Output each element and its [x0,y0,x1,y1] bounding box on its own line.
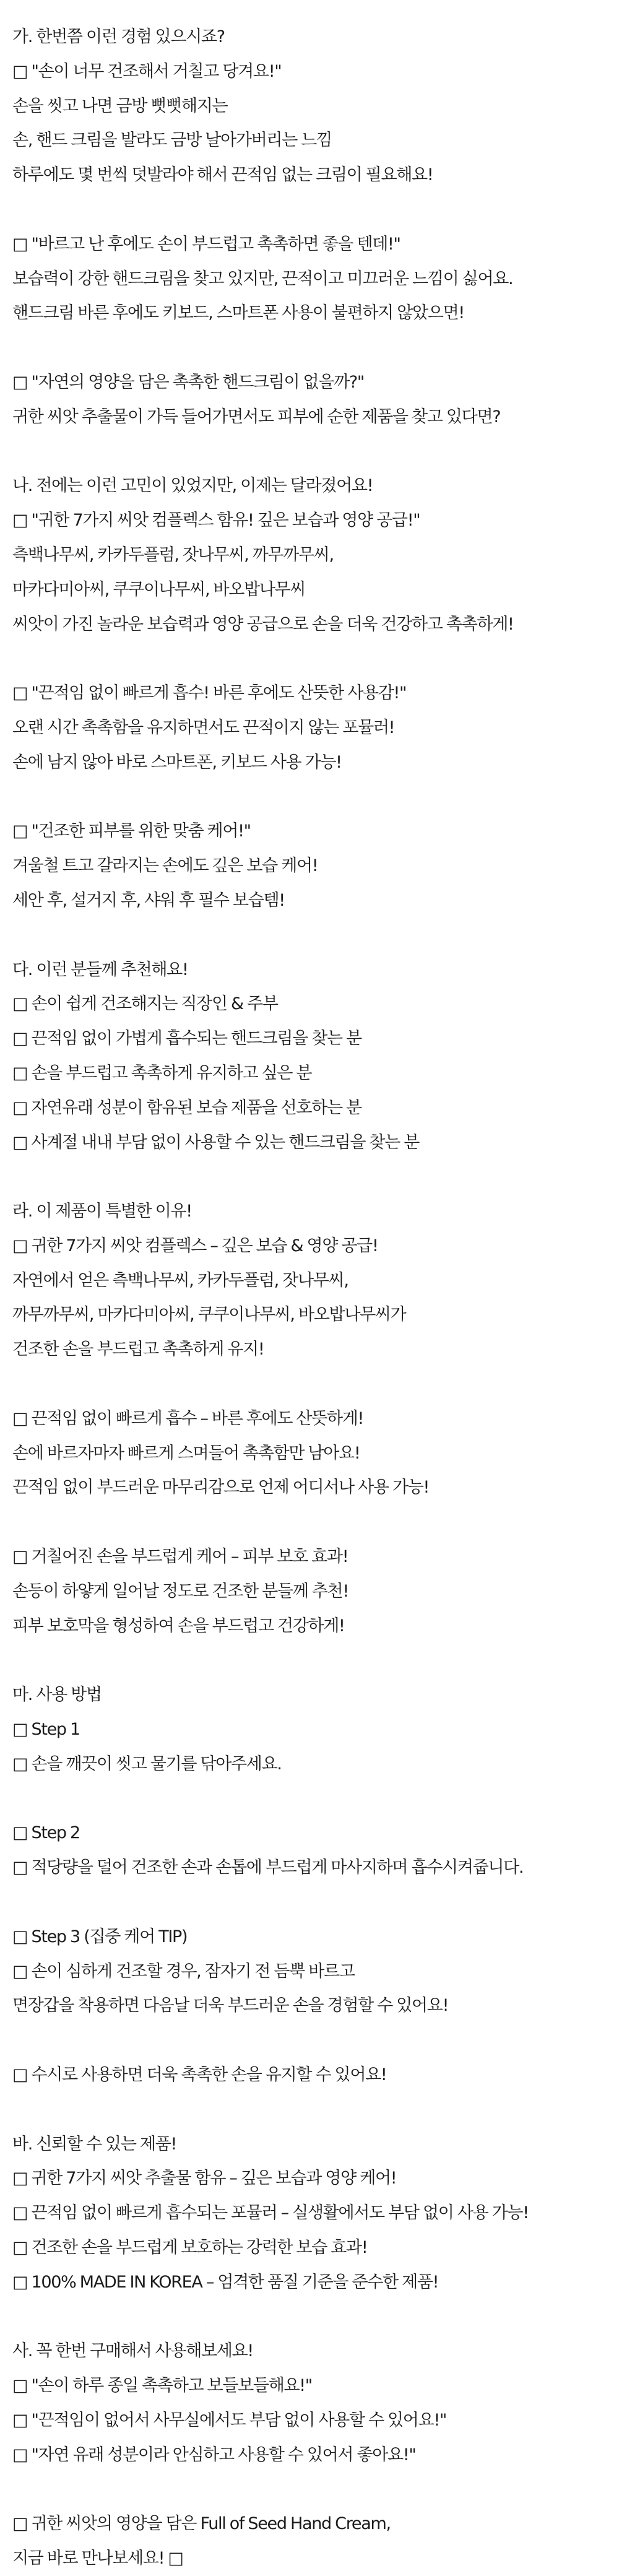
text-line: 겨울철 트고 갈라지는 손에도 깊은 보습 케어! [12,856,318,876]
text-line: 귀한 씨앗 추출물이 가득 들어가면서도 피부에 순한 제품을 찾고 있다면? [12,407,501,427]
text-line: 마. 사용 방법 [12,1685,102,1705]
blank-line [12,641,607,676]
text-line: 면장갑을 착용하면 다음날 더욱 부드러운 손을 경험할 수 있어요! [12,1996,449,2016]
text-line: □ 수시로 사용하면 더욱 촉촉한 손을 유지할 수 있어요! [12,2065,387,2085]
text-line: □ 사계절 내내 부담 없이 사용할 수 있는 핸드크림을 찾는 분 [12,1132,420,1152]
text-line: □ 100% MADE IN KOREA – 엄격한 품질 기준을 준수한 제품! [12,2272,439,2292]
text-line: 손에 남지 않아 바로 스마트폰, 키보드 사용 가능! [12,752,342,772]
text-line: 가. 한번쯤 이런 경험 있으시죠? [12,27,225,46]
text-line: □ 끈적임 없이 빠르게 흡수 – 바른 후에도 산뜻하게! [12,1408,364,1428]
text-line: 마카다미아씨, 쿠쿠이나무씨, 바오밥나무씨 [12,579,306,599]
text-line: □ Step 3 (집중 케어 TIP) [12,1927,188,1946]
text-line: □ "바르고 난 후에도 손이 부드럽고 촉촉하면 좋을 텐데!" [12,234,400,254]
text-line: □ 건조한 손을 부드럽게 보호하는 강력한 보습 효과! [12,2238,368,2257]
text-line: 하루에도 몇 번씩 덧발라야 해서 끈적임 없는 크림이 필요해요! [12,165,433,185]
text-line: 오랜 시간 촉촉함을 유지하면서도 끈적이지 않는 포뮬러! [12,718,395,737]
blank-line [12,2092,607,2127]
text-line: 다. 이런 분들께 추천해요! [12,960,188,979]
text-line: □ 손이 심하게 건조할 경우, 잠자기 전 듬뿍 바르고 [12,1961,355,1981]
text-line: □ "손이 하루 종일 촉촉하고 보들보들해요!" [12,2376,312,2396]
text-line: □ "끈적임 없이 빠르게 흡수! 바른 후에도 산뜻한 사용감!" [12,683,407,703]
text-line: □ "건조한 피부를 위한 맞춤 케어!" [12,822,251,841]
blank-line [12,1160,607,1194]
text-line: 손, 핸드 크림을 발라도 금방 날아가버리는 느낌 [12,131,332,150]
blank-line [12,2023,607,2058]
blank-line [12,2300,607,2335]
text-line: □ 귀한 7가지 씨앗 컴플렉스 – 깊은 보습 & 영양 공급! [12,1236,378,1255]
blank-line [12,193,607,227]
text-line: □ "손이 너무 건조해서 거칠고 당겨요!" [12,61,282,81]
text-line: □ Step 1 [12,1720,80,1740]
text-line: 손에 바르자마자 빠르게 스며들어 촉촉함만 남아요! [12,1443,360,1463]
blank-line [12,1643,607,1678]
text-line: 나. 전에는 이런 고민이 있었지만, 이제는 달라졌어요! [12,476,373,496]
text-line: 사. 꼭 한번 구매해서 사용해보세요! [12,2341,253,2361]
blank-line [12,1782,607,1816]
text-line: □ 거칠어진 손을 부드럽게 케어 – 피부 보호 효과! [12,1547,348,1567]
text-line: 라. 이 제품이 특별한 이유! [12,1202,192,1221]
blank-line [12,1885,607,1920]
text-line: □ "자연 유래 성분이라 안심하고 사용할 수 있어서 좋아요!" [12,2445,416,2465]
text-line: □ 손이 쉽게 건조해지는 직장인 & 주부 [12,994,278,1014]
text-line: 까무까무씨, 마카다미아씨, 쿠쿠이나무씨, 바오밥나무씨가 [12,1305,406,1325]
text-line: 씨앗이 가진 놀라운 보습력과 영양 공급으로 손을 더욱 건강하고 촉촉하게! [12,614,514,634]
text-line: □ 적당량을 덜어 건조한 손과 손톱에 부드럽게 마사지하며 흡수시켜줍니다. [12,1858,524,1878]
text-line: □ 손을 부드럽고 촉촉하게 유지하고 싶은 분 [12,1063,312,1083]
text-line: □ 손을 깨끗이 씻고 물기를 닦아주세요. [12,1754,282,1774]
text-line: 핸드크림 바른 후에도 키보드, 스마트폰 사용이 불편하지 않았으면! [12,303,464,323]
text-line: 피부 보호막을 형성하여 손을 부드럽고 건강하게! [12,1616,345,1636]
text-line: □ "귀한 7가지 씨앗 컴플렉스 함유! 깊은 보습과 영양 공급!" [12,511,420,531]
text-line: □ 끈적임 없이 빠르게 흡수되는 포뮬러 – 실생활에서도 부담 없이 사용 가능! [12,2203,529,2223]
blank-line [12,918,607,953]
blank-line [12,1367,607,1402]
text-line: 측백나무씨, 카카두플럼, 잣나무씨, 까무까무씨, [12,545,334,565]
text-line: □ 귀한 씨앗의 영양을 담은 Full of Seed Hand Cream, [12,2514,391,2534]
text-line: □ 귀한 7가지 씨앗 추출물 함유 – 깊은 보습과 영양 케어! [12,2169,397,2188]
blank-line [12,435,607,469]
text-line: 보습력이 강한 핸드크림을 찾고 있지만, 끈적이고 미끄러운 느낌이 싫어요. [12,269,513,288]
text-line: 자연에서 얻은 측백나무씨, 카카두플럼, 잣나무씨, [12,1270,348,1290]
text-line: □ "자연의 영양을 담은 촉촉한 핸드크림이 없을까?" [12,372,365,392]
text-line: 바. 신뢰할 수 있는 제품! [12,2134,176,2154]
blank-line [12,331,607,365]
text-line: □ "끈적임이 없어서 사무실에서도 부담 없이 사용할 수 있어요!" [12,2410,446,2430]
text-line: 끈적임 없이 부드러운 마무리감으로 언제 어디서나 사용 가능! [12,1478,430,1498]
text-line: 손등이 하얗게 일어날 정도로 건조한 분들께 추천! [12,1581,348,1601]
text-line: 세안 후, 설거지 후, 샤워 후 필수 보습템! [12,890,285,910]
blank-line [12,2473,607,2507]
text-line: □ Step 2 [12,1823,80,1843]
text-line: □ 자연유래 성분이 함유된 보습 제품을 선호하는 분 [12,1098,361,1117]
blank-line [12,780,607,815]
text-line: 건조한 손을 부드럽고 촉촉하게 유지! [12,1340,264,1360]
text-line: 지금 바로 만나보세요! □ [12,2549,183,2569]
blank-line [12,1505,607,1540]
text-line: 손을 씻고 나면 금방 뻣뻣해지는 [12,96,228,116]
text-line: □ 끈적임 없이 가볍게 흡수되는 핸드크림을 찾는 분 [12,1029,361,1049]
